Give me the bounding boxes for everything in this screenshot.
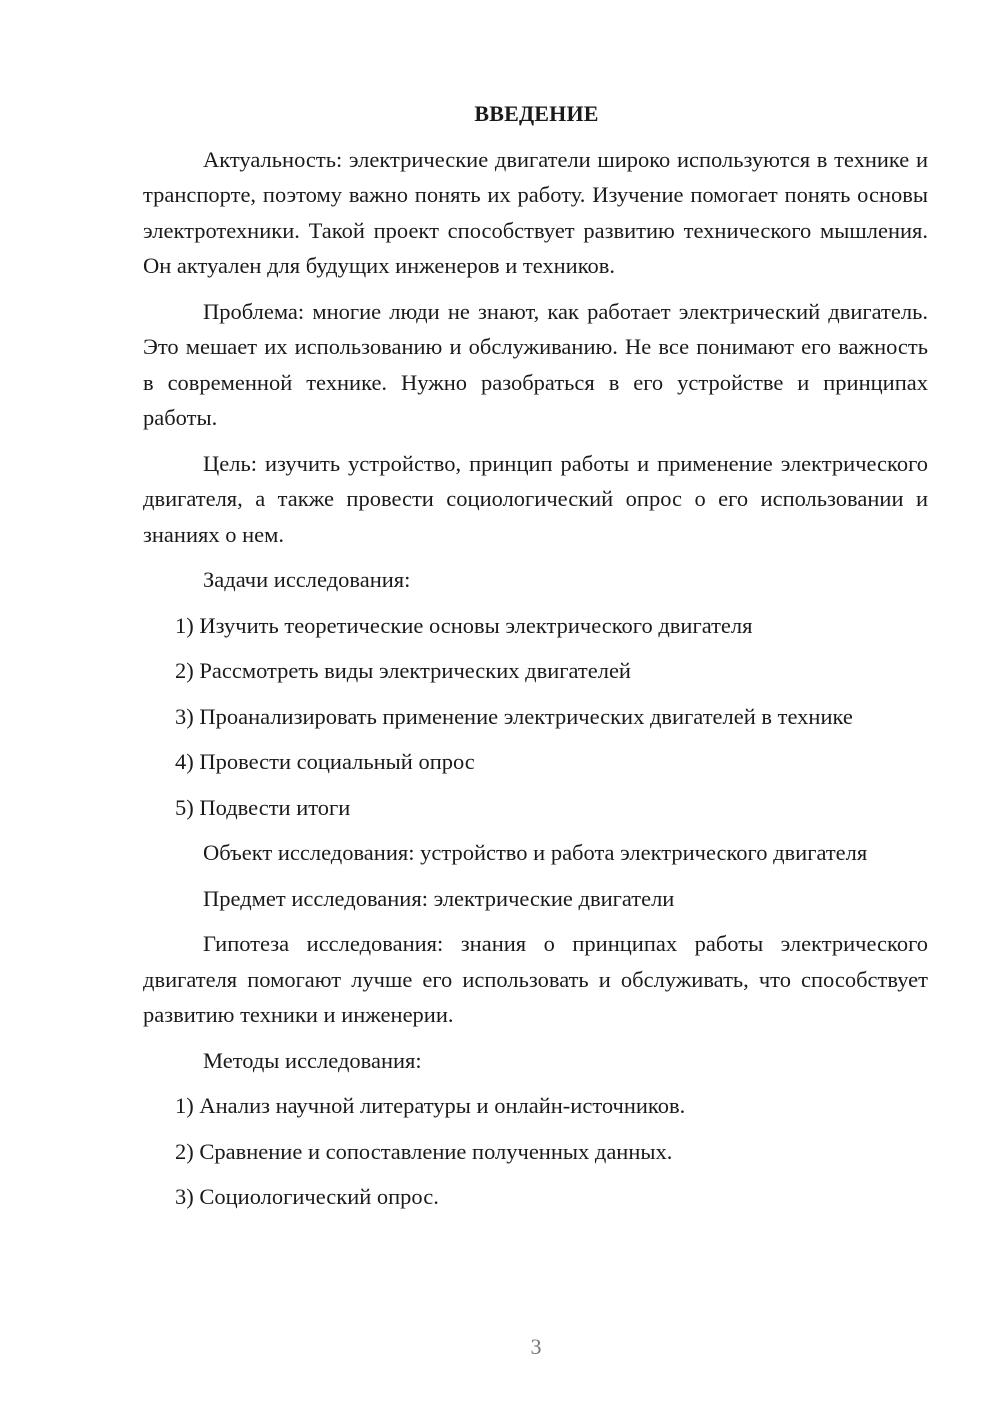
methods-heading: Методы исследования: — [203, 1047, 422, 1073]
page-number: 3 — [530, 1334, 542, 1359]
task-item: 5) Подвести итоги — [175, 794, 351, 820]
task-item: 3) Проанализировать применение электрических двигателей в технике — [175, 703, 853, 729]
method-item: 3) Социологический опрос. — [175, 1184, 439, 1209]
method-item: 1) Анализ научной литературы и онлайн-источников. — [175, 1093, 686, 1118]
task-item: 4) Провести социальный опрос — [175, 749, 475, 774]
goal-paragraph: Цель: изучить устройство, принцип работы и применение электрического двигателя, а также провести социологический опрос о его использовании и знаниях о нем. — [143, 450, 928, 547]
object-paragraph: Объект исследования: устройство и работа электрического двигателя — [203, 840, 868, 865]
relevance-paragraph: Актуальность: электрические двигатели широко используются в технике и транспорте, поэтому важно понять их работу. Изучение помогает понять основы электротехники. Такой проект способствует развитию технического мышления. Он актуален для будущих инженеров и техников. — [143, 146, 928, 278]
page-content — [143, 96, 928, 1225]
subject-paragraph: Предмет исследования: электрические двигатели — [203, 885, 675, 911]
problem-paragraph: Проблема: многие люди не знают, как работает электрический двигатель. Это мешает их использованию и обслуживанию. Не все понимают его важность в современной технике. Нужно разобраться в его устройстве и принципах работы. — [143, 298, 928, 430]
task-item: 1) Изучить теоретические основы электрического двигателя — [175, 612, 753, 638]
hypothesis-paragraph: Гипотеза исследования: знания о принципах работы электрического двигателя помогают лучше его использовать и обслуживать, что способствует развитию техники и инженерии. — [143, 931, 928, 1027]
page-title: ВВЕДЕНИЕ — [474, 101, 599, 126]
task-item: 2) Рассмотреть виды электрических двигателей — [175, 658, 631, 683]
method-item: 2) Сравнение и сопоставление полученных данных. — [175, 1138, 673, 1164]
tasks-heading: Задачи исследования: — [203, 567, 411, 592]
